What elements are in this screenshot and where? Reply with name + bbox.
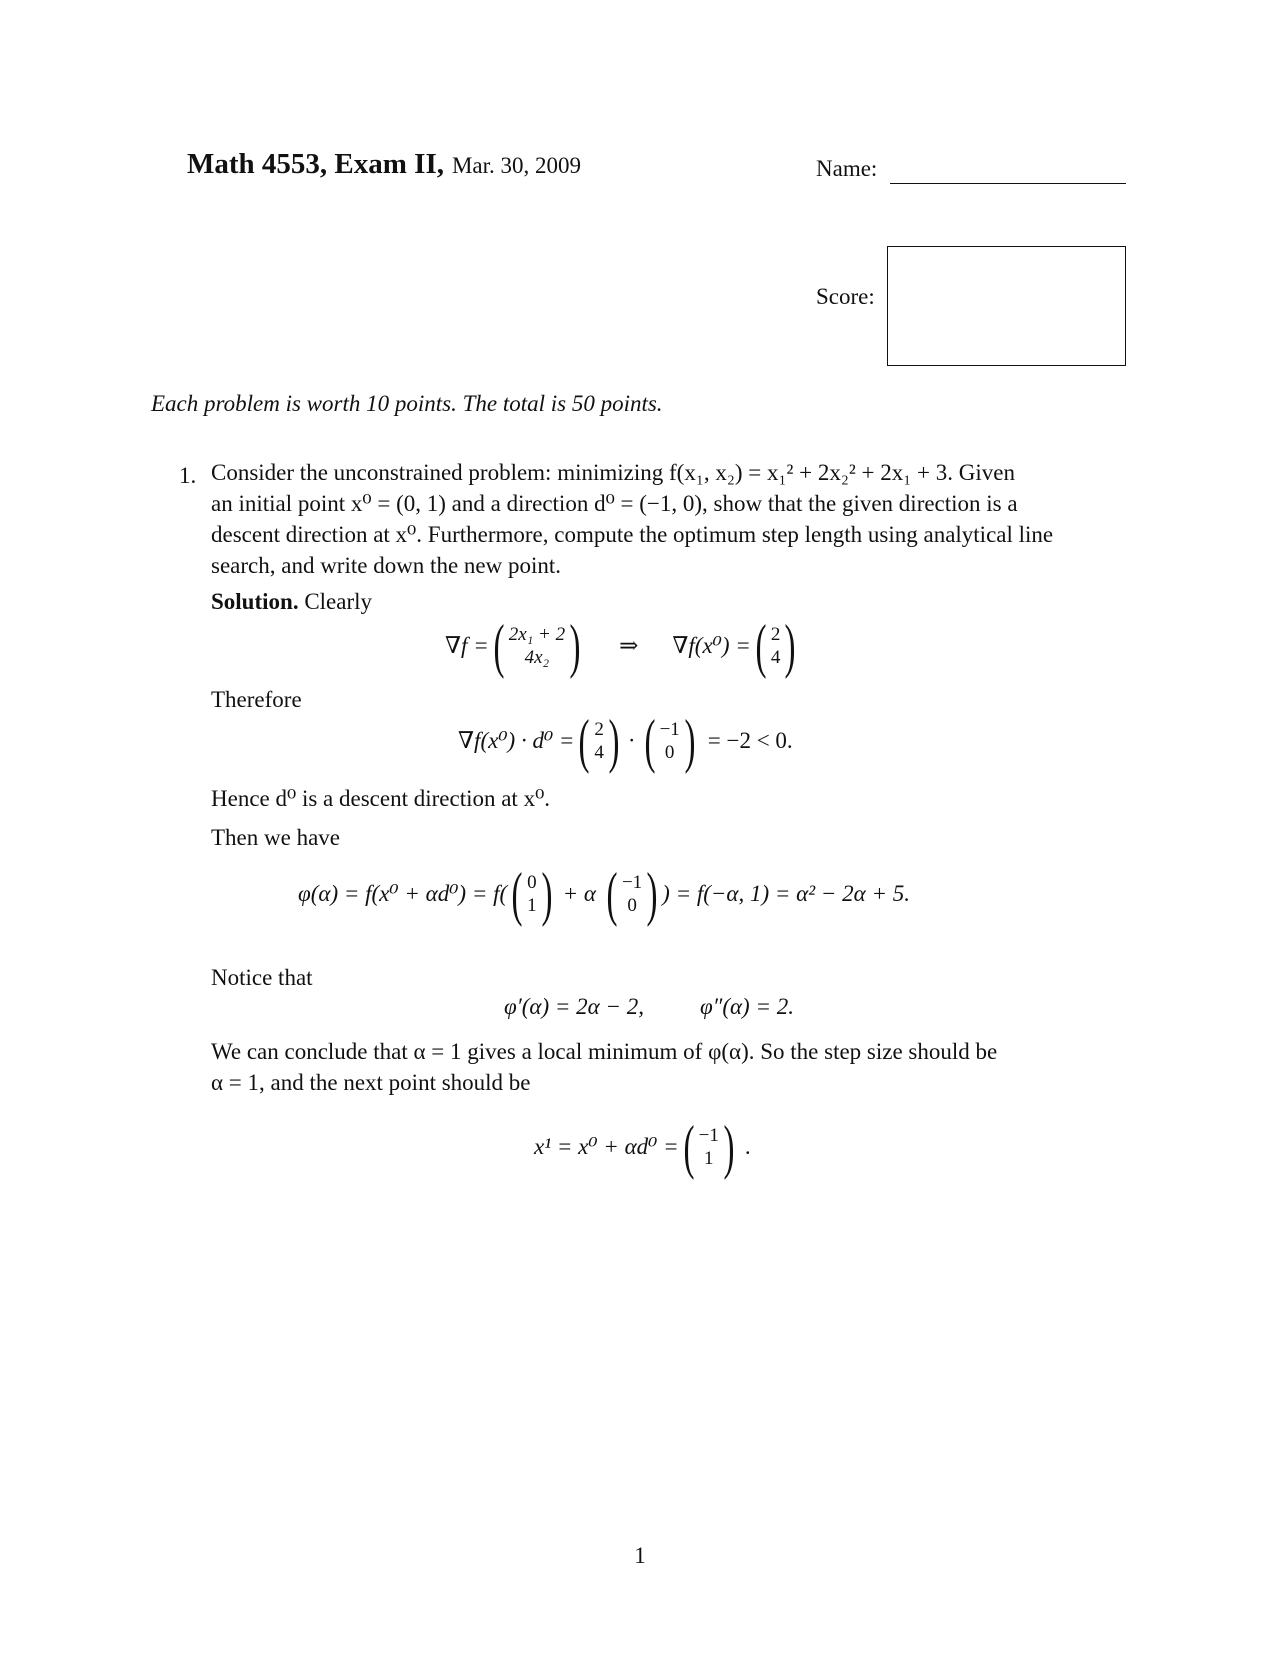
vector-entry: 1 [703, 1148, 714, 1169]
conclusion-line: We can conclude that α = 1 gives a local minimum of φ(α). So the step size should be [211, 1039, 998, 1064]
next-point-equation [534, 1114, 751, 1180]
vector-a: ( 2 4 ) [578, 708, 620, 774]
next-point-lhs: x¹ = x⁰ + αd⁰ = [534, 1134, 679, 1159]
dot-rhs: = −2 < 0. [707, 728, 793, 753]
vector-entry: 1 [527, 895, 537, 916]
page-number: 1 [634, 1543, 646, 1568]
derivative-equations [504, 994, 794, 1020]
problem-number: 1. [179, 463, 197, 488]
gradient-vector: ( 2x₁ + 2 4x₂ ) [493, 613, 581, 679]
exam-date: Mar. 30, 2009 [451, 153, 582, 178]
vector-entry: 4x₂ [524, 647, 550, 668]
exam-instructions: Each problem is worth 10 points. The total is 50 points. [151, 391, 663, 416]
next-point-vector: ( −1 1 ) [683, 1114, 735, 1180]
statement-line: Consider the unconstrained problem: minimizing f(x₁, x₂) = x₁² + 2x₂² + 2x₁ + 3. Given [211, 460, 1015, 485]
notice-text: Notice that [211, 965, 313, 990]
plus-alpha: + α [562, 881, 596, 906]
implies-symbol: ⇒ [619, 633, 639, 658]
exam-title [187, 148, 581, 181]
phi-lhs: φ(α) = f(x⁰ + αd⁰) = f( [298, 881, 508, 906]
then-text: Then we have [211, 825, 340, 850]
conclusion-text [211, 1036, 1126, 1098]
second-derivative: φ″(α) = 2. [700, 994, 794, 1019]
therefore-text: Therefore [211, 687, 302, 712]
name-field-line[interactable] [890, 183, 1126, 184]
score-box[interactable] [887, 246, 1126, 366]
statement-line: descent direction at x⁰. Furthermore, compute the optimum step length using analytical line [211, 522, 1054, 547]
vector-entry: 0 [627, 895, 637, 916]
phi-rhs: ) = f(−α, 1) = α² − 2α + 5. [662, 881, 910, 906]
vector-entry: −1 [621, 872, 643, 893]
solution-label: Solution. [211, 589, 299, 614]
vector-entry: 0 [527, 872, 537, 893]
gradient-lhs: ∇f = [445, 633, 489, 658]
conclusion-line: α = 1, and the next point should be [211, 1070, 531, 1095]
dot-operator: · [627, 728, 636, 753]
gradient-at-x0: ∇f(x⁰) = [672, 633, 751, 658]
statement-line: search, and write down the new point. [211, 553, 562, 578]
first-derivative: φ′(α) = 2α − 2, [504, 994, 645, 1019]
hence-text: Hence d⁰ is a descent direction at x⁰. [211, 786, 551, 811]
problem-statement [211, 457, 1126, 581]
dot-product-equation [458, 708, 793, 774]
gradient-equation [445, 613, 800, 679]
vector-x0: ( 0 1 ) [511, 861, 553, 927]
vector-entry: 0 [664, 742, 675, 763]
clearly-text: Clearly [304, 589, 373, 614]
score-label: Score: [816, 284, 875, 309]
vector-entry: 2x₁ + 2 [508, 624, 566, 645]
vector-entry: 4 [594, 742, 604, 763]
vector-entry: 4 [770, 647, 781, 668]
statement-line: an initial point x⁰ = (0, 1) and a direction d⁰ = (−1, 0), show that the given direction is a [211, 491, 1018, 516]
phi-equation [298, 861, 910, 927]
dot-lhs: ∇f(x⁰) · d⁰ = [458, 728, 575, 753]
course-title: Math 4553, Exam II, [187, 148, 444, 180]
vector-entry: 2 [594, 719, 604, 740]
vector-entry: −1 [698, 1125, 719, 1146]
vector-entry: −1 [659, 719, 680, 740]
vector-entry: 2 [770, 624, 781, 645]
name-label: Name: [816, 156, 878, 181]
solution-intro [211, 586, 1126, 617]
gradient-value-vector: ( 2 4 ) [755, 613, 796, 679]
period: . [744, 1134, 751, 1159]
vector-b: ( −1 0 ) [644, 708, 696, 774]
vector-d0: ( −1 0 ) [606, 861, 658, 927]
